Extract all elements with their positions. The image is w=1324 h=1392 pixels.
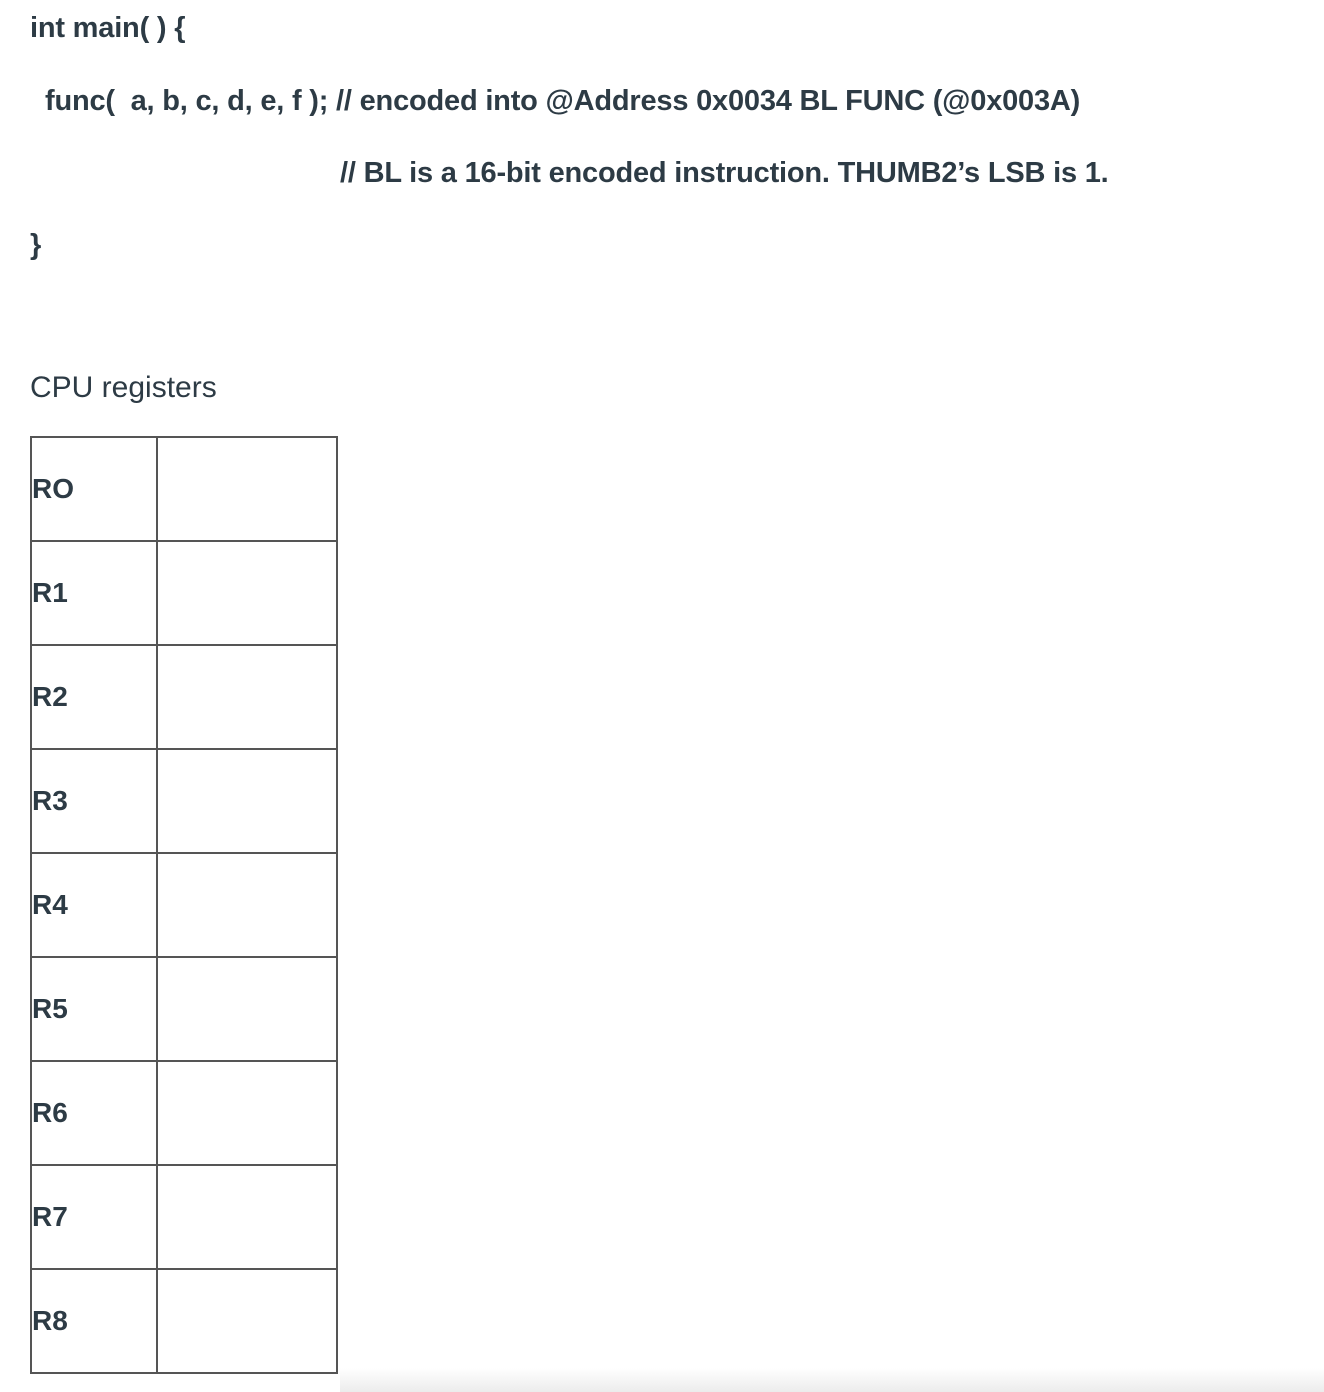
register-value-cell[interactable] <box>157 749 337 853</box>
table-row <box>31 645 337 749</box>
table-row <box>31 1061 337 1165</box>
register-name: R6 <box>31 1061 157 1165</box>
code-line-closing-brace: } <box>30 229 42 261</box>
register-value-cell[interactable] <box>157 1269 337 1373</box>
page-bottom-shadow <box>340 1368 1324 1392</box>
code-line-comment: // BL is a 16-bit encoded instruction. THUMB2’s LSB is 1. <box>340 157 1109 189</box>
table-row <box>31 1165 337 1269</box>
register-value-cell[interactable] <box>157 957 337 1061</box>
table-row <box>31 541 337 645</box>
table-row <box>31 1269 337 1373</box>
cpu-registers-table <box>30 436 338 1374</box>
table-row <box>31 957 337 1061</box>
code-line-main-signature: int main( ) { <box>30 12 186 44</box>
register-name: R3 <box>31 749 157 853</box>
register-name: R8 <box>31 1269 157 1373</box>
register-name: R1 <box>31 541 157 645</box>
table-row <box>31 749 337 853</box>
register-name: R4 <box>31 853 157 957</box>
register-value-cell[interactable] <box>157 1165 337 1269</box>
register-value-cell[interactable] <box>157 853 337 957</box>
register-name: R7 <box>31 1165 157 1269</box>
table-row <box>31 437 337 541</box>
register-value-cell[interactable] <box>157 437 337 541</box>
register-value-cell[interactable] <box>157 1061 337 1165</box>
register-value-cell[interactable] <box>157 541 337 645</box>
code-line-func-call: func( a, b, c, d, e, f ); // encoded into @Address 0x0034 BL FUNC (@0x003A) <box>45 85 1081 117</box>
cpu-registers-heading: CPU registers <box>30 371 217 404</box>
register-name: R5 <box>31 957 157 1061</box>
register-value-cell[interactable] <box>157 645 337 749</box>
register-name: R2 <box>31 645 157 749</box>
register-name: RO <box>31 437 157 541</box>
table-row <box>31 853 337 957</box>
